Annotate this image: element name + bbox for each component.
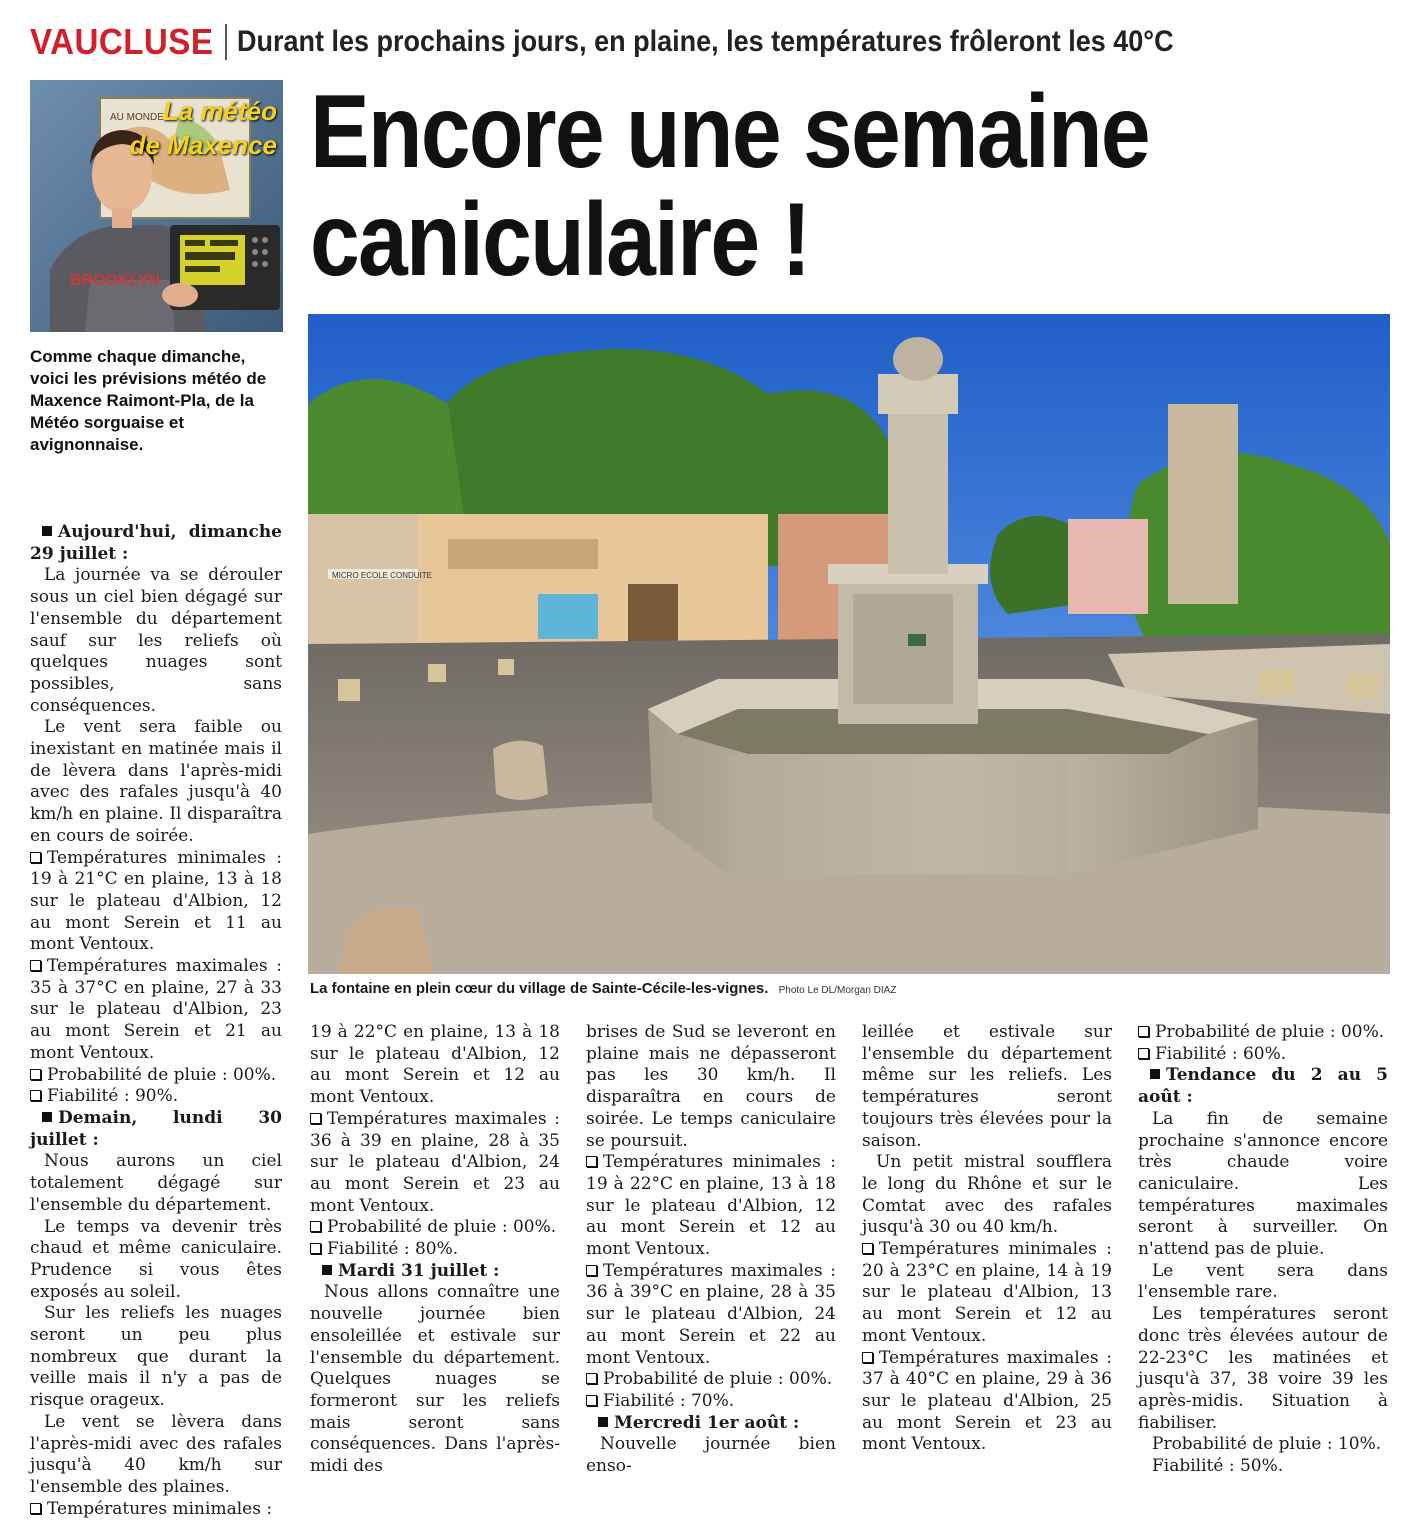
text-column-2 bbox=[310, 1022, 560, 1478]
section-heading: Mardi 31 juillet : bbox=[310, 1261, 560, 1283]
checkbox-item: Fiabilité : 80%. bbox=[310, 1239, 560, 1261]
checkbox-item: Probabilité de pluie : 00%. bbox=[1138, 1022, 1388, 1044]
square-bullet-icon bbox=[598, 1417, 608, 1427]
paragraph: Le vent sera faible ou inexistant en matinée mais il de lèvera dans l'après-midi avec des rafales jusqu'à 40 km/h en plaine. Il disparaîtra en cours de soirée. bbox=[30, 717, 282, 846]
checkbox-item: Températures maximales : 36 à 39°C en plaine, 28 à 35 sur le plateau d'Albion, 24 au mont Serein et 22 au mont Ventoux. bbox=[586, 1260, 836, 1368]
checkbox-bullet-icon bbox=[310, 1113, 321, 1124]
paragraph: 19 à 22°C en plaine, 13 à 18 sur le plateau d'Albion, 12 au mont Serein et 12 au mont Ventoux. bbox=[310, 1022, 560, 1108]
article-header bbox=[30, 18, 1278, 66]
square-bullet-icon bbox=[1150, 1069, 1160, 1079]
paragraph: Nous allons connaître une nouvelle journée bien ensoleillée et estivale sur l'ensemble du département. Quelques nuages se formeront sur les reliefs mais seront sans conséquences. Dans l'après-midi des bbox=[310, 1282, 560, 1477]
fountain-scene bbox=[308, 314, 1390, 974]
paragraph: Probabilité de pluie : 10%. bbox=[1152, 1434, 1382, 1455]
portrait-title-line-1: La météo bbox=[162, 96, 277, 126]
photo-caption bbox=[310, 980, 896, 997]
checkbox-bullet-icon bbox=[30, 1503, 41, 1514]
paragraph: Un petit mistral soufflera le long du Rhône et sur le Comtat avec des rafales jusqu'à 30 ou 40 km/h. bbox=[862, 1152, 1112, 1238]
checkbox-item: Fiabilité : 70%. bbox=[586, 1391, 836, 1413]
paragraph: Le vent se lèvera dans l'après-midi avec des rafales jusqu'à 40 km/h sur l'ensemble des plaines. bbox=[30, 1411, 282, 1497]
article-subhead: Durant les prochains jours, en plaine, les températures frôleront les 40°C bbox=[237, 25, 1174, 58]
headline-line-1: Encore une semaine bbox=[310, 74, 1149, 190]
text-column-4 bbox=[862, 1022, 1112, 1456]
checkbox-item: Températures maximales : 35 à 37°C en plaine, 27 à 33 sur le plateau d'Albion, 23 au mont Serein et 21 au mont Ventoux. bbox=[30, 956, 282, 1063]
paragraph: Nous aurons un ciel totalement dégagé sur l'ensemble du département. bbox=[30, 1151, 282, 1215]
checkbox-bullet-icon bbox=[1138, 1026, 1149, 1037]
square-bullet-icon bbox=[42, 526, 52, 536]
checkbox-item: Températures minimales : bbox=[30, 1499, 282, 1520]
paragraph: La journée va se dérouler sous un ciel bien dégagé sur l'ensemble du département sauf sur les reliefs où quelques nuages sont possibles, sans conséquences. bbox=[30, 565, 282, 716]
paragraph: Nouvelle journée bien enso- bbox=[586, 1434, 836, 1477]
checkbox-item: Températures minimales : 19 à 22°C en plaine, 13 à 18 sur le plateau d'Albion, 12 au mont Serein et 12 au mont Ventoux. bbox=[586, 1152, 836, 1260]
shirt-text: BROOKLYN bbox=[70, 272, 161, 289]
checkbox-bullet-icon bbox=[310, 1221, 321, 1232]
paragraph: Le vent sera dans l'ensemble rare. bbox=[1138, 1260, 1388, 1303]
checkbox-item: Fiabilité : 90%. bbox=[30, 1086, 282, 1108]
paragraph: Sur les reliefs les nuages seront un peu plus nombreux que durant la veille mais il n'y a pas de risque orageux. bbox=[30, 1303, 282, 1411]
square-bullet-icon bbox=[322, 1265, 332, 1275]
checkbox-bullet-icon bbox=[30, 852, 41, 863]
checkbox-bullet-icon bbox=[1138, 1048, 1149, 1059]
caption-text: La fontaine en plein cœur du village de Sainte-Cécile-les-vignes. bbox=[310, 980, 769, 997]
checkbox-bullet-icon bbox=[310, 1243, 321, 1254]
paragraph: Le temps va devenir très chaud et même caniculaire. Prudence si vous êtes exposés au soleil. bbox=[30, 1216, 282, 1302]
paragraph: Fiabilité : 50%. bbox=[1152, 1456, 1284, 1477]
portrait-title bbox=[130, 94, 277, 162]
text-column-1 bbox=[30, 522, 282, 1520]
section-heading: Aujourd'hui, dimanche 29 juillet : bbox=[30, 522, 282, 564]
paragraph: La fin de semaine prochaine s'annonce encore très chaude voire caniculaire. Les températures maximales seront à surveiller. On n'attend pas de pluie. bbox=[1138, 1108, 1388, 1260]
text-column-5 bbox=[1138, 1022, 1388, 1478]
text-column-3 bbox=[586, 1022, 836, 1478]
section-kicker: VAUCLUSE bbox=[30, 21, 214, 62]
checkbox-item: Probabilité de pluie : 00%. bbox=[310, 1217, 560, 1239]
checkbox-item: Températures maximales : 37 à 40°C en plaine, 29 à 36 sur le plateau d'Albion, 25 au mont Serein et 23 au mont Ventoux. bbox=[862, 1347, 1112, 1455]
paragraph: leillée et estivale sur l'ensemble du département même sur les reliefs. Les températures seront toujours très élevées pour la saison. bbox=[862, 1022, 1112, 1151]
checkbox-item: Températures minimales : 19 à 21°C en plaine, 13 à 18 sur le plateau d'Albion, 12 au mont Serein et 11 au mont Ventoux. bbox=[30, 847, 282, 955]
map-wall-text: AU MONDE bbox=[110, 112, 164, 123]
section-heading: Tendance du 2 au 5 août : bbox=[1138, 1065, 1388, 1108]
shop-sign-text: MICRO ECOLE CONDUITE bbox=[332, 571, 433, 580]
checkbox-item: Températures maximales : 36 à 39 en plaine, 28 à 35 sur le plateau d'Albion, 24 au mont Serein et 23 au mont Ventoux. bbox=[310, 1108, 560, 1216]
square-bullet-icon bbox=[42, 1112, 52, 1122]
checkbox-bullet-icon bbox=[862, 1243, 873, 1254]
author-portrait bbox=[30, 80, 283, 332]
checkbox-item: Probabilité de pluie : 00%. bbox=[30, 1065, 282, 1087]
fountain-photo bbox=[308, 314, 1390, 974]
checkbox-bullet-icon bbox=[586, 1373, 597, 1384]
checkbox-bullet-icon bbox=[30, 960, 41, 971]
intro-text: Comme chaque dimanche, voici les prévisions météo de Maxence Raimont-Pla, de la Météo sorguaise et avignonnaise. bbox=[30, 347, 267, 454]
portrait-title-line-2: de Maxence bbox=[129, 130, 277, 160]
photo-credit: Photo Le DL/Morgan DIAZ bbox=[778, 985, 897, 996]
checkbox-bullet-icon bbox=[30, 1090, 41, 1101]
checkbox-bullet-icon bbox=[586, 1156, 597, 1167]
checkbox-bullet-icon bbox=[586, 1265, 597, 1276]
checkbox-item: Probabilité de pluie : 00%. bbox=[586, 1369, 836, 1391]
section-heading: Demain, lundi 30 juillet : bbox=[30, 1107, 282, 1150]
paragraph: brises de Sud se leveront en plaine mais ne dépasseront pas les 30 km/h. Il disparaîtra en cours de soirée. Le temps caniculaire se poursuit. bbox=[586, 1022, 836, 1151]
checkbox-item: Températures minimales : 20 à 23°C en plaine, 14 à 19 sur le plateau d'Albion, 13 au mont Serein et 12 au mont Ventoux. bbox=[862, 1239, 1112, 1346]
article-headline bbox=[310, 74, 1247, 298]
checkbox-item: Fiabilité : 60%. bbox=[1138, 1044, 1388, 1066]
checkbox-bullet-icon bbox=[586, 1395, 597, 1406]
checkbox-bullet-icon bbox=[862, 1352, 873, 1363]
checkbox-bullet-icon bbox=[30, 1069, 41, 1080]
headline-line-2: caniculaire ! bbox=[310, 182, 810, 298]
kicker-divider bbox=[225, 24, 227, 60]
paragraph: Les températures seront donc très élevées autour de 22-23°C les matinées et jusqu'à 37, 38 voire 39 les après-midis. Situation à fiabiliser. bbox=[1138, 1304, 1388, 1433]
section-heading: Mercredi 1er août : bbox=[586, 1413, 836, 1435]
